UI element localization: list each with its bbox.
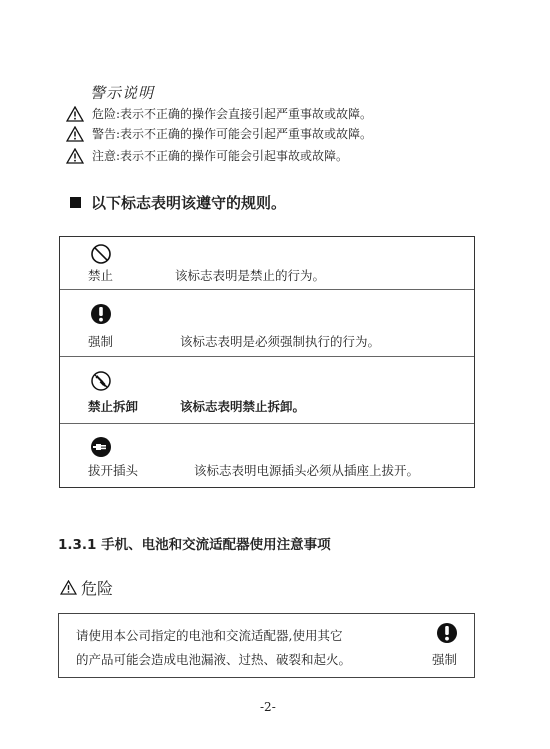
danger-text-line: 的产品可能会造成电池漏液、过热、破裂和起火。	[76, 652, 352, 667]
unplug-icon	[90, 436, 112, 458]
no-disassembly-icon	[90, 370, 112, 392]
warning-triangle-icon	[66, 106, 84, 122]
warning-triangle-icon	[66, 126, 84, 142]
prohibition-icon	[90, 243, 112, 265]
danger-heading-text: 危险	[81, 579, 114, 598]
danger-text-line: 请使用本公司指定的电池和交流适配器,使用其它	[76, 628, 343, 643]
section-title: 1.3.1 手机、电池和交流适配器使用注意事项	[58, 537, 331, 553]
warning-triangle-icon	[66, 148, 84, 164]
rules-row-prohibit	[60, 237, 474, 289]
mandatory-icon	[436, 622, 458, 644]
rules-heading	[70, 192, 286, 213]
rule-name: 禁止	[88, 268, 114, 283]
rules-row-no-disassembly	[60, 356, 474, 424]
rules-row-mandatory	[60, 289, 474, 357]
danger-heading	[60, 576, 113, 599]
mandatory-icon	[90, 303, 112, 325]
rules-heading-text: 以下标志表明该遵守的规则。	[91, 194, 287, 212]
rule-description: 该标志表明是必须强制执行的行为。	[180, 334, 381, 349]
warning-item-caution	[66, 125, 372, 142]
warning-item-notice	[66, 147, 348, 164]
danger-label: 强制	[432, 652, 458, 667]
rule-name: 拔开插头	[88, 463, 139, 478]
rule-description: 该标志表明电源插头必须从插座上拔开。	[194, 463, 420, 478]
rule-description: 该标志表明禁止拆卸。	[180, 399, 306, 414]
warning-triangle-icon	[60, 580, 77, 595]
black-square-bullet-icon	[70, 197, 81, 208]
rules-table	[59, 236, 475, 488]
warning-item-text: 注意:表示不正确的操作可能会引起事故或故障。	[92, 149, 349, 163]
warning-item-danger	[66, 105, 372, 122]
rule-description: 该标志表明是禁止的行为。	[175, 268, 326, 283]
warning-legend-title: 警示说明	[90, 84, 155, 102]
warning-item-text: 危险:表示不正确的操作会直接引起严重事故或故障。	[92, 107, 373, 121]
warning-item-text: 警告:表示不正确的操作可能会引起严重事故或故障。	[92, 127, 373, 141]
rule-name: 强制	[88, 334, 114, 349]
page-number: -2-	[260, 700, 276, 714]
rule-name: 禁止拆卸	[88, 399, 139, 414]
rules-row-unplug	[60, 423, 474, 488]
danger-box	[58, 613, 475, 678]
